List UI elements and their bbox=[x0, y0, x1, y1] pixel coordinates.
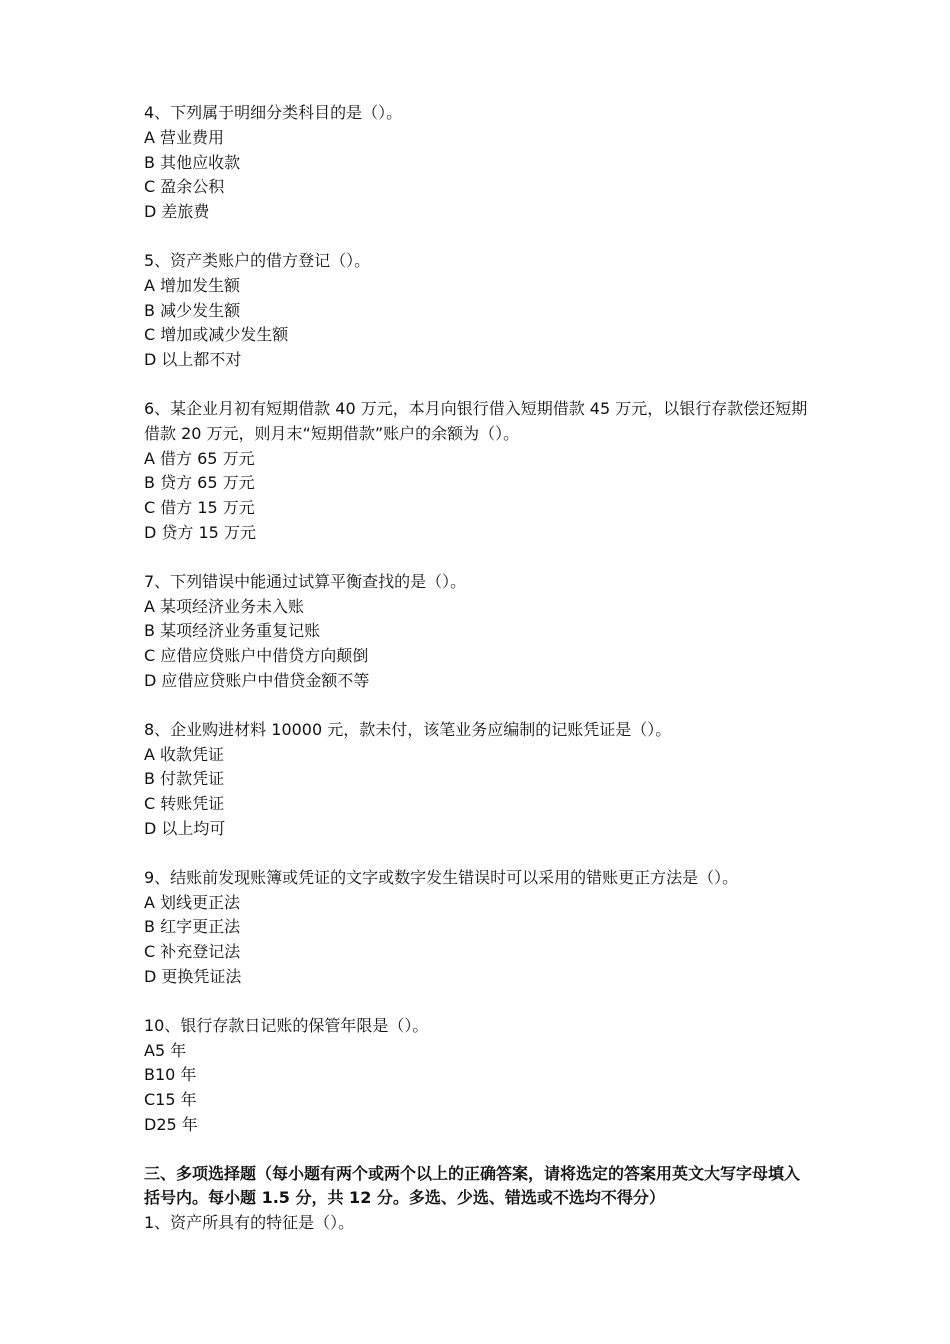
answer-option: A 借方 65 万元 bbox=[144, 448, 255, 468]
question-block bbox=[144, 249, 814, 373]
question-stem: 10、银行存款日记账的保管年限是（）。 bbox=[144, 1015, 429, 1035]
question-block bbox=[144, 1014, 814, 1138]
answer-option: A 增加发生额 bbox=[144, 275, 241, 295]
question-block bbox=[144, 570, 814, 694]
answer-option: D 更换凭证法 bbox=[144, 966, 242, 986]
answer-option: C 补充登记法 bbox=[144, 942, 241, 962]
question-list bbox=[144, 101, 814, 1138]
answer-option: C 应借应贷账户中借贷方向颠倒 bbox=[144, 646, 369, 666]
multiple-choice-section bbox=[144, 1162, 814, 1236]
answer-option: D 差旅费 bbox=[144, 202, 210, 222]
answer-option: C 盈余公积 bbox=[144, 177, 225, 197]
section-heading: 三、多项选择题（每小题有两个或两个以上的正确答案，请将选定的答案用英文大写字母填入括号内。每小题 1.5 分，共 12 分。多选、少选、错选或不选均不得分） bbox=[144, 1163, 801, 1208]
answer-option: A 划线更正法 bbox=[144, 892, 241, 912]
answer-option: C15 年 bbox=[144, 1090, 197, 1110]
question-stem: 1、资产所具有的特征是（）。 bbox=[144, 1213, 355, 1233]
question-block bbox=[144, 101, 814, 225]
document-page bbox=[144, 101, 814, 1236]
answer-option: D 以上都不对 bbox=[144, 350, 242, 370]
answer-option: D 以上均可 bbox=[144, 818, 226, 838]
answer-option: B 减少发生额 bbox=[144, 300, 241, 320]
answer-option: C 借方 15 万元 bbox=[144, 498, 255, 518]
answer-option: A 营业费用 bbox=[144, 127, 225, 147]
answer-option: A 某项经济业务未入账 bbox=[144, 596, 305, 616]
answer-option: C 转账凭证 bbox=[144, 794, 225, 814]
answer-option: B 其他应收款 bbox=[144, 152, 241, 172]
answer-option: C 增加或减少发生额 bbox=[144, 325, 289, 345]
answer-option: B10 年 bbox=[144, 1065, 197, 1085]
answer-option: B 红字更正法 bbox=[144, 917, 241, 937]
question-stem: 8、企业购进材料 10000 元，款未付，该笔业务应编制的记账凭证是（）。 bbox=[144, 719, 672, 739]
answer-option: D 贷方 15 万元 bbox=[144, 522, 256, 542]
answer-option: B 贷方 65 万元 bbox=[144, 473, 255, 493]
question-stem: 5、资产类账户的借方登记（）。 bbox=[144, 250, 371, 270]
answer-option: A 收款凭证 bbox=[144, 744, 225, 764]
question-stem: 6、某企业月初有短期借款 40 万元，本月向银行借入短期借款 45 万元，以银行存款偿还短期借款 20 万元，则月末“短期借款”账户的余额为（）。 bbox=[144, 398, 808, 443]
answer-option: B 某项经济业务重复记账 bbox=[144, 621, 321, 641]
answer-option: B 付款凭证 bbox=[144, 769, 225, 789]
answer-option: A5 年 bbox=[144, 1040, 187, 1060]
question-stem: 7、下列错误中能通过试算平衡查找的是（）。 bbox=[144, 571, 467, 591]
question-block bbox=[144, 866, 814, 990]
answer-option: D 应借应贷账户中借贷金额不等 bbox=[144, 670, 370, 690]
question-stem: 4、下列属于明细分类科目的是（）。 bbox=[144, 103, 403, 122]
question-stem: 9、结账前发现账簿或凭证的文字或数字发生错误时可以采用的错账更正方法是（）。 bbox=[144, 867, 739, 887]
question-block bbox=[144, 397, 814, 546]
answer-option: D25 年 bbox=[144, 1114, 198, 1134]
question-block bbox=[144, 718, 814, 842]
